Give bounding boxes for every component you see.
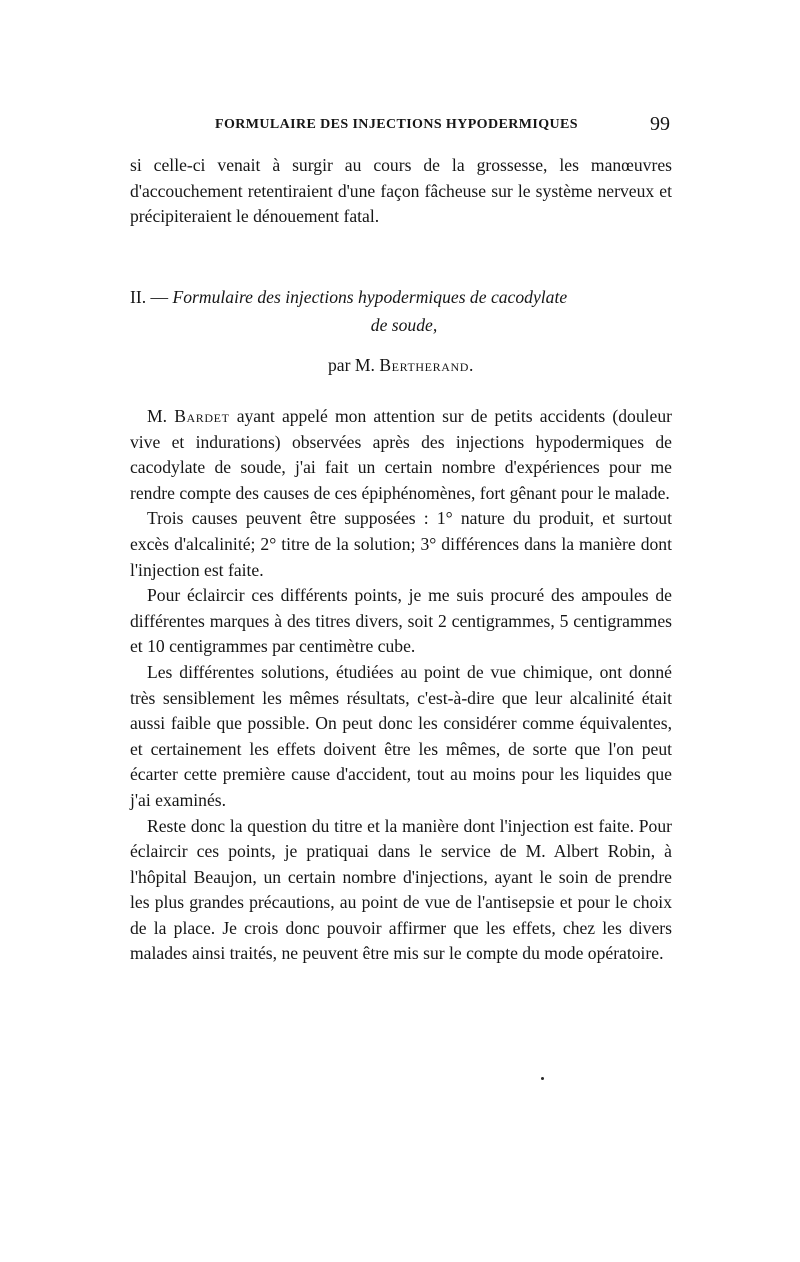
byline-prefix: par M. bbox=[328, 355, 375, 375]
section-heading-line-1 bbox=[130, 283, 672, 311]
paragraph-1-name-prefix: M. bbox=[147, 406, 168, 426]
running-title: FORMULAIRE DES INJECTIONS HYPODERMIQUES bbox=[215, 117, 578, 132]
running-head bbox=[215, 113, 670, 137]
paragraph-1-name: Bardet bbox=[174, 406, 230, 426]
paragraph-5: Reste donc la question du titre et la manière dont l'injection est faite. Pour éclaircir ces points, je pratiquai dans le service de M. Albert Robin, à l'hôpital Beaujon, un certain nombre d'injections, ayant le soin de prendre les plus grandes précautions, au point de vue de l'antisepsie et pour le choix de la place. Je crois donc pouvoir affirmer que les effets, chez les divers malades ainsi traités, ne peuvent être mis sur le compte du mode opératoire. bbox=[130, 815, 672, 964]
print-speck bbox=[541, 1077, 544, 1080]
paragraph-1-text: ayant appelé mon attention sur de petits accidents (douleur vive et indurations) observées après des injections hypodermiques de cacodylate de soude, j'ai fait un certain nombre d'expériences pour me rendre compte des causes de ces épiphénomènes, fort gênant pour le malade. bbox=[130, 406, 672, 503]
intro-text bbox=[130, 153, 672, 230]
body-text bbox=[130, 404, 672, 967]
section-title-part-1: Formulaire des injections hypodermiques de cacodylate bbox=[172, 287, 568, 307]
section-title-part-2: de soude, bbox=[370, 315, 438, 335]
author-name: Bertherand. bbox=[379, 355, 474, 375]
section-heading bbox=[130, 283, 672, 339]
section-number: II. — bbox=[130, 287, 169, 307]
page-number: 99 bbox=[650, 113, 670, 135]
intro-paragraph: si celle-ci venait à surgir au cours de la grossesse, les manœuvres d'accouchement retentiraient d'une façon fâcheuse sur le système nerveux et précipiteraient le dénouement fatal. bbox=[130, 155, 672, 227]
paragraph-2: Trois causes peuvent être supposées : 1° nature du produit, et surtout excès d'alcalinité; 2° titre de la solution; 3° différences dans la manière dont l'injection est faite. bbox=[130, 508, 672, 580]
paragraph-4: Les différentes solutions, étudiées au point de vue chimique, ont donné très sensiblement les mêmes résultats, c'est-à-dire que leur alcalinité était aussi faible que possible. On peut donc les considérer comme équivalentes, et certainement les effets doivent être les mêmes, de sorte que l'on peut écarter cette première cause d'accident, tout au moins pour les liquides que j'ai examinés. bbox=[130, 661, 672, 810]
paragraph-1 bbox=[130, 404, 672, 506]
paragraph-3: Pour éclaircir ces différents points, je me suis procuré des ampoules de différentes marques à des titres divers, soit 2 centigrammes, 5 centigrammes et 10 centigrammes par centimètre cube. bbox=[130, 585, 672, 657]
section-byline bbox=[130, 352, 672, 378]
